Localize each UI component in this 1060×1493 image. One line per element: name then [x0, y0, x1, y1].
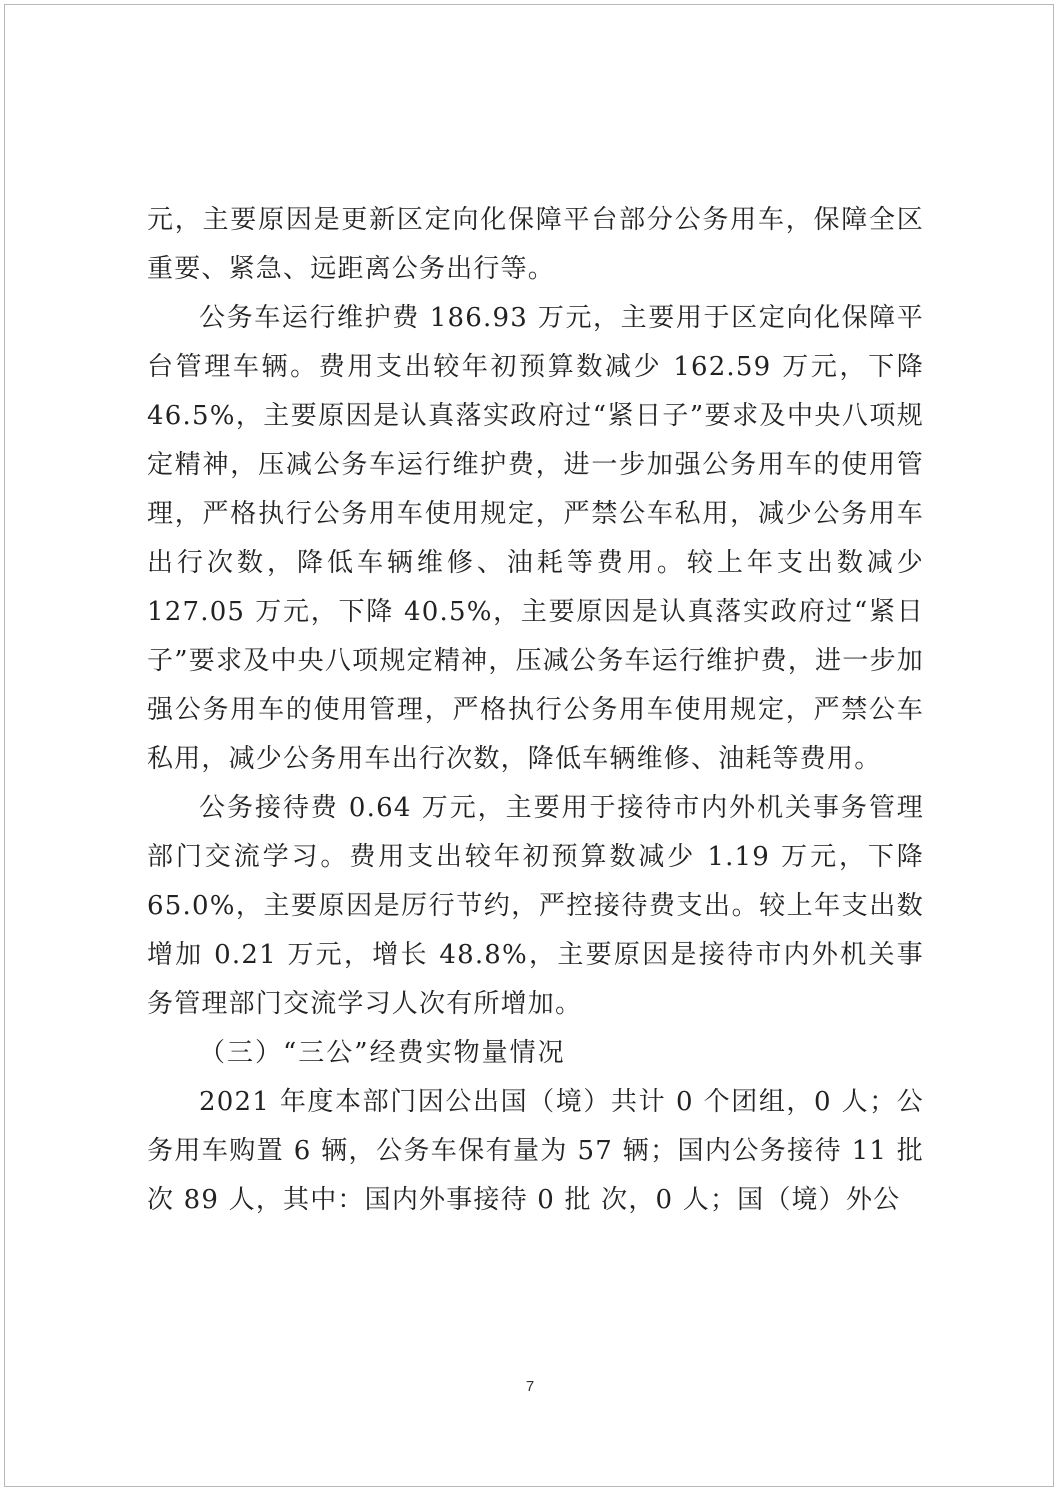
- paragraph-physical-quantity: 2021 年度本部门因公出国（境）共计 0 个团组，0 人；公务用车购置 6 辆，公务车保有量为 57 辆；国内公务接待 11 批次 89 人，其中：国内外事接待 0 批 次，0 人；国（境）外公: [147, 1087, 924, 1215]
- page-number: 7: [525, 1378, 535, 1395]
- section-heading: （三）“三公”经费实物量情况: [199, 1038, 566, 1068]
- paragraph-continuation: 元，主要原因是更新区定向化保障平台部分公务用车，保障全区重要、紧急、远距离公务出行等。: [147, 205, 924, 284]
- paragraph-reception-fee: 公务接待费 0.64 万元，主要用于接待市内外机关事务管理部门交流学习。费用支出较年初预算数减少 1.19 万元，下降 65.0%，主要原因是厉行节约，严控接待费支出。较上年支出数增加 0.21 万元，增长 48.8%，主要原因是接待市内外机关事务管理部门交流学习人次有所增加。: [147, 793, 924, 1019]
- document-body: [147, 196, 924, 1225]
- paragraph-vehicle-maintenance: 公务车运行维护费 186.93 万元，主要用于区定向化保障平台管理车辆。费用支出较年初预算数减少 162.59 万元，下降 46.5%，主要原因是认真落实政府过“紧日子”要求及中央八项规定精神，压减公务车运行维护费，进一步加强公务用车的使用管理，严格执行公务用车使用规定，严禁公车私用，减少公务用车出行次数，降低车辆维修、油耗等费用。较上年支出数减少 127.05 万元，下降 40.5%，主要原因是认真落实政府过“紧日子”要求及中央八项规定精神，压减公务车运行维护费，进一步加强公务用车的使用管理，严格执行公务用车使用规定，严禁公车私用，减少公务用车出行次数，降低车辆维修、油耗等费用。: [147, 303, 924, 774]
